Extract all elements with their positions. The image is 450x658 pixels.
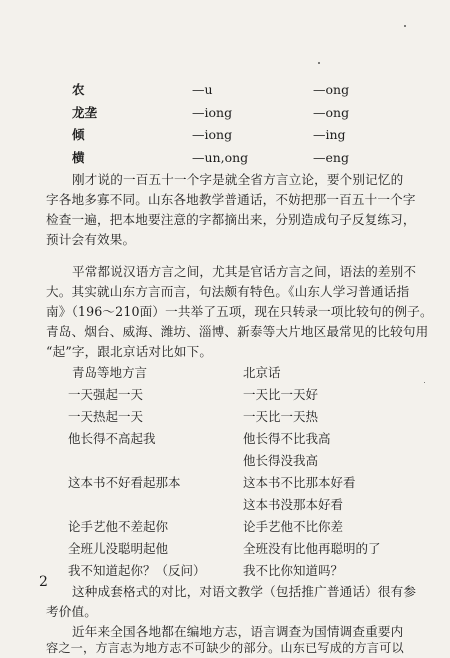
scan-speck bbox=[424, 382, 425, 383]
beijing-example: 论手艺他不比你差 bbox=[243, 519, 344, 534]
paragraph-line: 近年来全国各地都在编地方志，语言调查为国情调查重要内 bbox=[72, 624, 404, 639]
table-row-final-b: —ong bbox=[313, 82, 350, 97]
dialect-example: 论手艺他不差起你 bbox=[68, 519, 169, 534]
beijing-example: 这本书没那本好看 bbox=[243, 497, 344, 512]
scan-speck bbox=[404, 25, 406, 27]
table-row-final-b: —ing bbox=[313, 127, 346, 142]
table-row-char: 农 bbox=[72, 82, 85, 97]
dialect-example: 这本书不好看起那本 bbox=[68, 475, 181, 490]
beijing-example: 我不比你知道吗？ bbox=[243, 563, 344, 578]
dialect-example: 我不知道起你？（反问） bbox=[68, 563, 206, 578]
paragraph-line: 考价值。 bbox=[46, 604, 97, 619]
table-row-char: 倾 bbox=[72, 127, 85, 142]
paragraph-line: 青岛、烟台、威海、潍坊、淄博、新泰等大片地区最常见的比较句用 bbox=[46, 324, 429, 339]
table-row-final-b: —ong bbox=[313, 105, 350, 120]
paragraph-line: 这种成套格式的对比，对语文教学（包括推广普通话）很有参 bbox=[72, 584, 417, 599]
beijing-example: 全班没有比他再聪明的了 bbox=[243, 541, 381, 556]
dialect-example: 全班儿没聪明起他 bbox=[68, 541, 169, 556]
dialect-example: 一天强起一天 bbox=[68, 387, 144, 402]
dialect-example: 一天热起一天 bbox=[68, 409, 144, 424]
dialect-example: 他长得不高起我 bbox=[68, 431, 156, 446]
beijing-example: 一天比一天好 bbox=[243, 387, 319, 402]
table-row-final-a: —un,ong bbox=[192, 150, 249, 165]
paragraph-line: 预计会有效果。 bbox=[46, 232, 136, 247]
paragraph-line: “起”字，跟北京话对比如下。 bbox=[46, 344, 213, 359]
paragraph-line: 南》（196～210面）一共举了五项，现在只转录一项比较句的例子。 bbox=[46, 304, 433, 319]
column-header-beijing: 北京话 bbox=[243, 365, 281, 380]
table-row-final-a: —iong bbox=[192, 105, 233, 120]
beijing-example: 一天比一天热 bbox=[243, 409, 319, 424]
scan-speck bbox=[318, 62, 320, 64]
paragraph-line: 大。其实就山东方言而言，句法颇有特色。《山东人学习普通话指 bbox=[46, 284, 410, 299]
beijing-example: 这本书不比那本好看 bbox=[243, 475, 356, 490]
paragraph-line: 检查一遍，把本地要注意的字都摘出来，分别造成句子反复练习， bbox=[46, 212, 416, 227]
table-row-final-b: —eng bbox=[313, 150, 349, 165]
page-number: 2 bbox=[39, 574, 48, 590]
table-row-char: 横 bbox=[72, 150, 85, 165]
beijing-example: 他长得不比我高 bbox=[243, 431, 331, 446]
paragraph-line: 刚才说的一百五十一个字是就全省方言立论，要个别记忆的 bbox=[72, 172, 404, 187]
paragraph-line: 平常都说汉语方言之间，尤其是官话方言之间，语法的差别不 bbox=[72, 264, 417, 279]
table-row-final-a: —iong bbox=[192, 127, 233, 142]
beijing-example: 他长得没我高 bbox=[243, 453, 319, 468]
paragraph-line: 容之一，方言志为地方志不可缺少的部分。山东已写成的方言可以 bbox=[46, 641, 404, 655]
column-header-dialect: 青岛等地方言 bbox=[72, 365, 148, 380]
table-row-final-a: —u bbox=[192, 82, 213, 97]
paragraph-line: 字各地多寡不同。山东各地教学普通话，不妨把那一百五十一个字 bbox=[46, 192, 416, 207]
table-row-char: 龙垄 bbox=[72, 105, 98, 120]
